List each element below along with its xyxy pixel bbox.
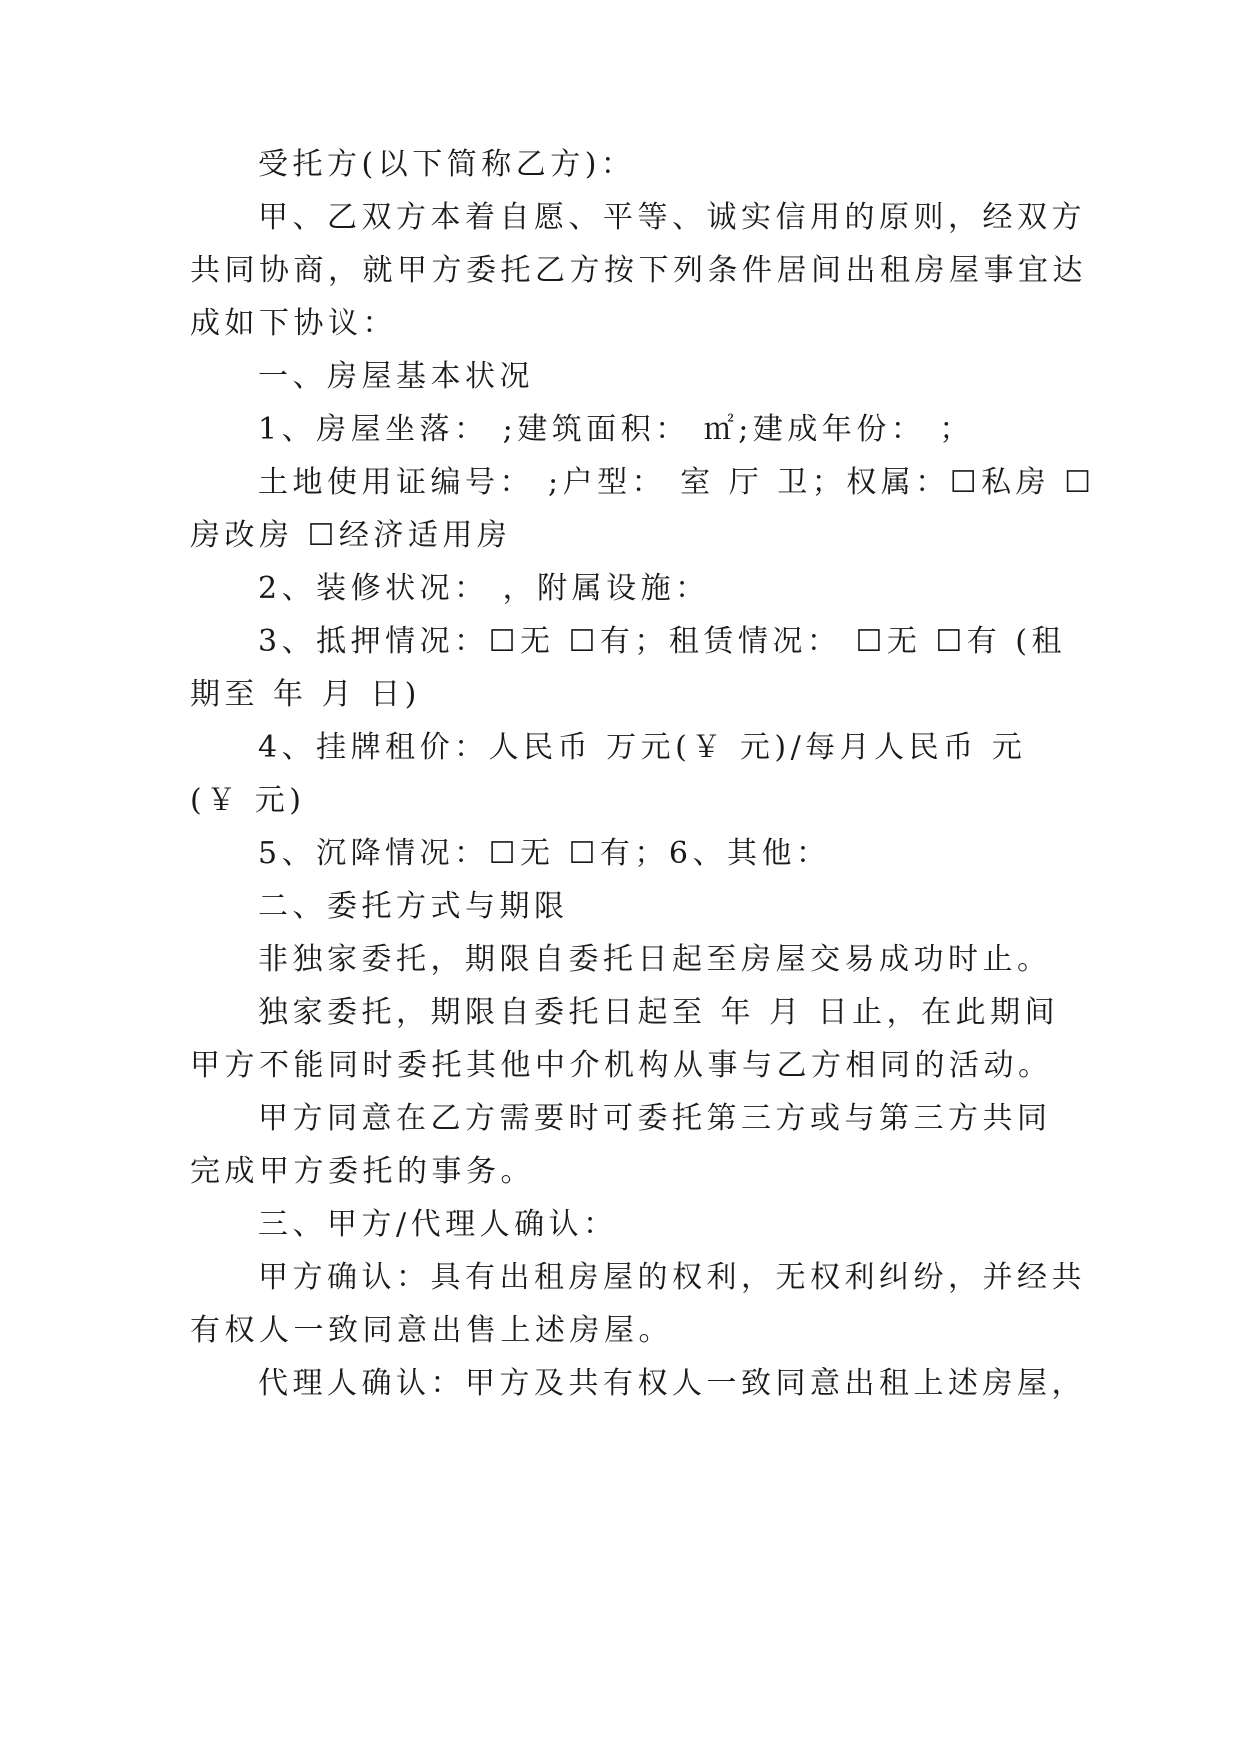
section-heading-3: 三、甲方/代理人确认： bbox=[258, 1207, 618, 1242]
clause-line: 3、抵押情况：☐无 ☐有；租赁情况： ☐无 ☐有 (租 bbox=[258, 624, 1067, 659]
section-heading-2: 二、委托方式与期限 bbox=[258, 889, 569, 924]
party-b-heading: 受托方(以下简称乙方)： bbox=[258, 147, 636, 182]
paragraph-line: 甲、乙双方本着自愿、平等、诚实信用的原则，经双方 bbox=[258, 200, 1086, 235]
paragraph-line: 成如下协议： bbox=[190, 306, 397, 341]
clause-line: 2、装修状况： ，附属设施： bbox=[258, 571, 710, 606]
paragraph-line: 有权人一致同意出售上述房屋。 bbox=[190, 1313, 673, 1348]
clause-line: (￥ 元) bbox=[190, 783, 306, 818]
paragraph-line: 代理人确认：甲方及共有权人一致同意出租上述房屋， bbox=[258, 1366, 1086, 1401]
clause-line: 期至 年 月 日) bbox=[190, 677, 421, 712]
clause-line: 土地使用证编号： ;户型： 室 厅 卫；权属：☐私房 ☐ bbox=[258, 465, 1096, 500]
paragraph-line: 甲方同意在乙方需要时可委托第三方或与第三方共同 bbox=[258, 1101, 1052, 1136]
clause-line: 房改房 ☐经济适用房 bbox=[190, 518, 512, 553]
paragraph-line: 甲方确认：具有出租房屋的权利，无权利纠纷，并经共 bbox=[258, 1260, 1086, 1295]
paragraph-line: 共同协商，就甲方委托乙方按下列条件居间出租房屋事宜达 bbox=[190, 253, 1087, 288]
paragraph-line: 甲方不能同时委托其他中介机构从事与乙方相同的活动。 bbox=[190, 1048, 1053, 1083]
clause-line: 5、沉降情况：☐无 ☐有；6、其他： bbox=[258, 836, 831, 871]
clause-line: 4、挂牌租价：人民币 万元(￥ 元)/每月人民币 元 bbox=[258, 730, 1027, 765]
clause-line: 1、房屋坐落： ;建筑面积： ㎡;建成年份： ； bbox=[258, 412, 974, 447]
paragraph-line: 非独家委托，期限自委托日起至房屋交易成功时止。 bbox=[258, 942, 1052, 977]
paragraph-line: 独家委托，期限自委托日起至 年 月 日止，在此期间 bbox=[258, 995, 1060, 1030]
section-heading-1: 一、房屋基本状况 bbox=[258, 359, 534, 394]
paragraph-line: 完成甲方委托的事务。 bbox=[190, 1154, 535, 1189]
